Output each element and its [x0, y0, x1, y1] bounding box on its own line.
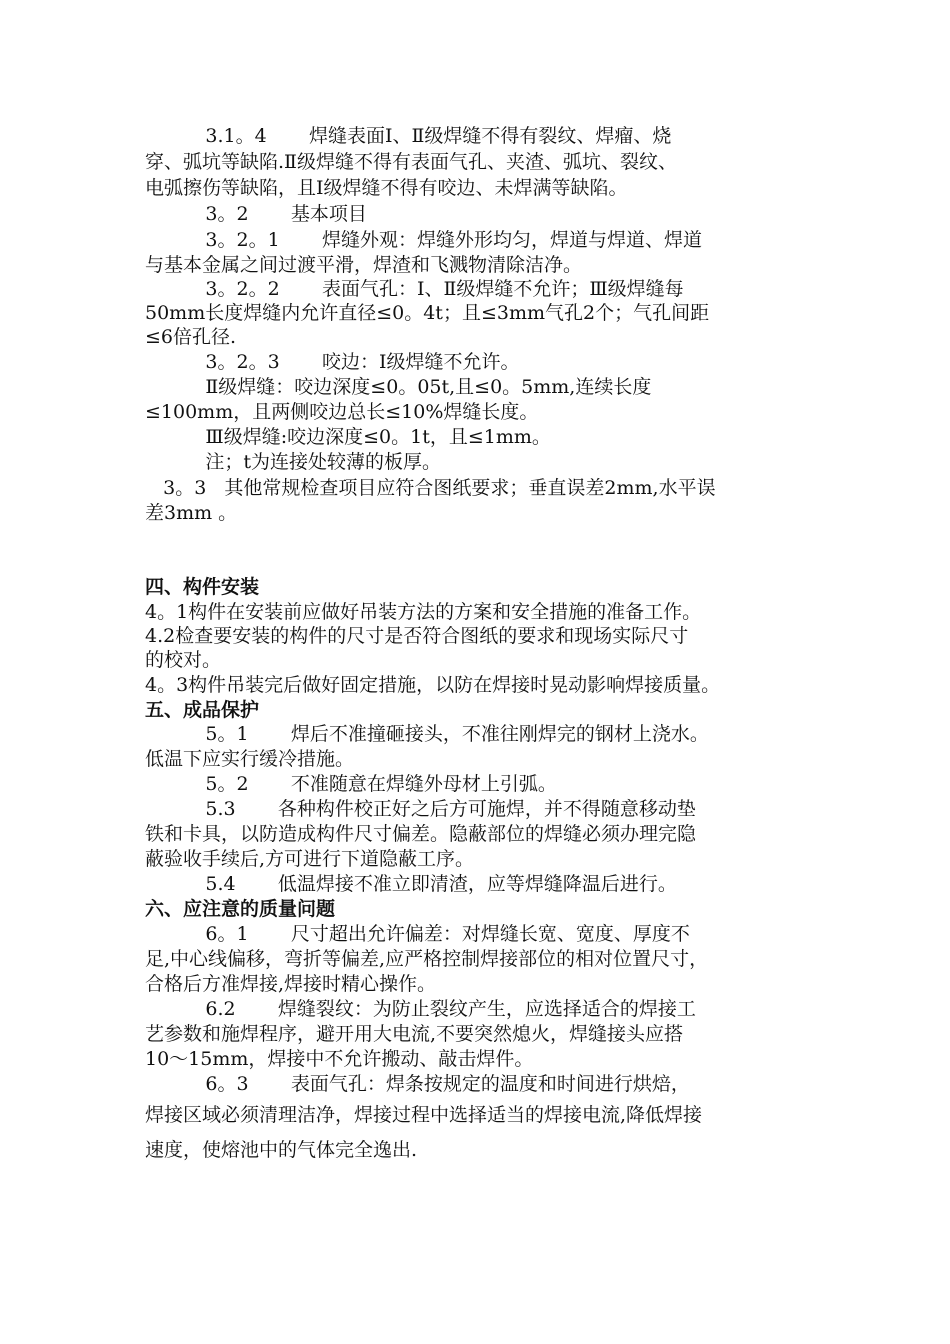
para-3-2-2-line1: 3。2。2 表面气孔：Ⅰ、Ⅱ级焊缝不允许；Ⅲ级焊缝每 — [145, 278, 684, 300]
para-3-3-line2: 差3mm 。 — [145, 502, 238, 524]
heading-section-4: 四、构件安装 — [145, 576, 260, 598]
para-6-2-line3: 10～15mm，焊接中不允许搬动、敲击焊件。 — [145, 1048, 534, 1070]
para-5-2: 5。2 不准随意在焊缝外母材上引弧。 — [145, 773, 557, 795]
para-3-3-line1: 3。3 其他常规检查项目应符合图纸要求；垂直误差2mm,水平误 — [145, 477, 716, 499]
para-3-2-2-line3: ≤6倍孔径. — [145, 326, 237, 348]
para-3-2-3-line3: ≤100mm，且两侧咬边总长≤10%焊缝长度。 — [145, 401, 539, 423]
para-6-2-line1: 6.2 焊缝裂纹：为防止裂纹产生，应选择适合的焊接工 — [145, 998, 696, 1020]
para-4-2-line2: 的校对。 — [145, 649, 222, 671]
para-5-3-line2: 铁和卡具，以防造成构件尺寸偏差。隐蔽部位的焊缝必须办理完隐 — [145, 823, 697, 845]
para-6-3-line2: 焊接区域必须清理洁净，焊接过程中选择适当的焊接电流,降低焊接 — [145, 1104, 703, 1126]
para-6-3-line3: 速度，使熔池中的气体完全逸出. — [145, 1139, 418, 1161]
para-3-1-4-line3: 电弧擦伤等缺陷，且Ⅰ级焊缝不得有咬边、未焊满等缺陷。 — [145, 177, 628, 199]
para-5-3-line3: 蔽验收手续后,方可进行下道隐蔽工序。 — [145, 848, 475, 870]
para-5-1-line1: 5。1 焊后不准撞砸接头，不准往刚焊完的钢材上浇水。 — [145, 723, 709, 745]
para-6-2-line2: 艺参数和施焊程序，避开用大电流,不要突然熄火，焊缝接头应搭 — [145, 1023, 684, 1045]
para-4-3: 4。3构件吊装完后做好固定措施，以防在焊接时晃动影响焊接质量。 — [145, 674, 721, 696]
para-6-1-line1: 6。1 尺寸超出允许偏差：对焊缝长宽、宽度、厚度不 — [145, 923, 690, 945]
para-3-2-1-line2: 与基本金属之间过渡平滑，焊渣和飞溅物清除洁净。 — [145, 254, 583, 276]
para-5-4: 5.4 低温焊接不准立即清渣，应等焊缝降温后进行。 — [145, 873, 677, 895]
para-3-2-3-line2: Ⅱ级焊缝：咬边深度≤0。05t,且≤0。5mm,连续长度 — [145, 376, 652, 398]
heading-section-6: 六、应注意的质量问题 — [145, 898, 336, 920]
para-3-2-1-line1: 3。2。1 焊缝外观：焊缝外形均匀，焊道与焊道、焊道 — [145, 229, 702, 251]
para-4-2-line1: 4.2检查要安装的构件的尺寸是否符合图纸的要求和现场实际尺寸 — [145, 625, 689, 647]
para-3-2-3-line1: 3。2。3 咬边：Ⅰ级焊缝不允许。 — [145, 351, 520, 373]
para-4-1: 4。1构件在安装前应做好吊装方法的方案和安全措施的准备工作。 — [145, 601, 702, 623]
para-3-2-3-note: 注；t为连接处较薄的板厚。 — [145, 451, 442, 473]
para-3-2-3-line4: Ⅲ级焊缝:咬边深度≤0。1t，且≤1mm。 — [145, 426, 551, 448]
section-3-2-title: 3。2 基本项目 — [145, 203, 367, 225]
para-3-1-4-line2: 穿、弧坑等缺陷.Ⅱ级焊缝不得有表面气孔、夹渣、弧坑、裂纹、 — [145, 151, 677, 173]
para-3-1-4-line1: 3.1。4 焊缝表面Ⅰ、Ⅱ级焊缝不得有裂纹、焊瘤、烧 — [145, 125, 672, 147]
para-6-1-line2: 足,中心线偏移，弯折等偏差,应严格控制焊接部位的相对位置尺寸， — [145, 948, 709, 970]
para-3-2-2-line2: 50mm长度焊缝内允许直径≤0。4t；且≤3mm气孔2个；气孔间距 — [145, 302, 710, 324]
heading-section-5: 五、成品保护 — [145, 699, 260, 721]
para-6-3-line1: 6。3 表面气孔：焊条按规定的温度和时间进行烘焙， — [145, 1073, 690, 1095]
para-5-3-line1: 5.3 各种构件校正好之后方可施焊，并不得随意移动垫 — [145, 798, 696, 820]
para-5-1-line2: 低温下应实行缓冷措施。 — [145, 748, 355, 770]
para-6-1-line3: 合格后方准焊接,焊接时精心操作。 — [145, 973, 437, 995]
